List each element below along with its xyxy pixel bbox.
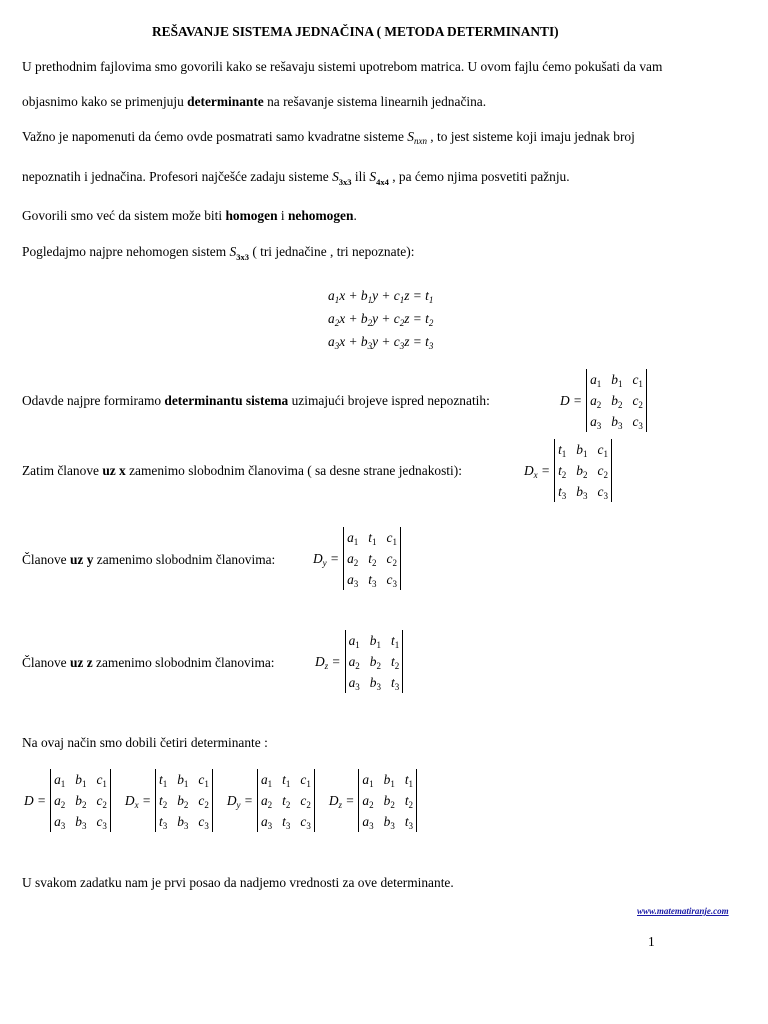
matrix-cell: $b_1$ <box>576 442 588 459</box>
matrix-cell: $a_2$ <box>590 393 602 410</box>
matrix-cell: $c_1$ <box>300 772 311 789</box>
matrix-cell: $c_3$ <box>300 814 311 831</box>
matrix-cell: $t_1$ <box>282 772 291 789</box>
matrix-cell: $a_1$ <box>590 372 602 389</box>
matrix-cell: $c_2$ <box>632 393 643 410</box>
row-dy-label: $D_y$ = <box>226 792 253 810</box>
matrix-cell: $t_3$ <box>558 484 567 501</box>
matrix-cell: $t_3$ <box>404 814 414 831</box>
matrix-cell: $b_3$ <box>383 814 395 831</box>
matrix-cell: $a_3$ <box>362 814 374 831</box>
det-dz-text: Članove uz z zamenimo slobodnim članovima: <box>22 655 275 670</box>
equation-system <box>328 284 433 353</box>
page-title: REŠAVANJE SISTEMA JEDNAČINA ( METODA DETERMINANTI) <box>152 24 559 39</box>
row-d-label: D = <box>24 792 47 808</box>
matrix-cell: $c_2$ <box>300 793 311 810</box>
matrix-cell: $b_1$ <box>75 772 87 789</box>
matrix-cell: $t_2$ <box>404 793 414 810</box>
paragraph-square-line1: Važno je napomenuti da ćemo ovde posmatrati samo kvadratne sisteme $S_{nxn}$ , to jest sisteme koji imaju jednak broj <box>22 129 635 146</box>
matrix-cell: $c_3$ <box>386 572 397 589</box>
paragraph-intro-line1: U prethodnim fajlovima smo govorili kako se rešavaju sistemi upotrebom matrica. U ovom fajlu ćemo pokušati da vam <box>22 59 663 74</box>
det-dx-label: $D_x$ = <box>524 462 551 480</box>
matrix-cell: $b_1$ <box>383 772 395 789</box>
matrix-cell: $t_2$ <box>390 654 400 671</box>
det-dz-label: $D_z$ = <box>315 653 341 671</box>
matrix-cell: $t_3$ <box>158 814 168 831</box>
matrix-cell: $c_3$ <box>597 484 608 501</box>
matrix-cell: $a_1$ <box>348 633 360 650</box>
paragraph-system: Pogledajmo najpre nehomogen sistem $S_{3x3}$ ( tri jednačine , tri nepoznate): <box>22 244 415 262</box>
website-link[interactable]: www.matematiranje.com <box>637 906 729 916</box>
matrix-cell: $a_2$ <box>260 793 273 810</box>
equation-row-3: $a_3x + b_3y + c_3z = t_3$ <box>328 334 434 351</box>
four-determinants-text: Na ovaj način smo dobili četiri determinante : <box>22 735 268 750</box>
matrix-cell: $c_1$ <box>386 530 397 547</box>
matrix-cell: $t_1$ <box>404 772 414 789</box>
matrix-cell: $b_3$ <box>576 484 588 501</box>
matrix-cell: $b_1$ <box>611 372 623 389</box>
matrix-cell: $c_2$ <box>597 463 608 480</box>
matrix-cell: $a_2$ <box>347 551 359 568</box>
matrix-cell: $c_1$ <box>597 442 608 459</box>
det-dz-matrix <box>345 630 404 693</box>
matrix-cell: $a_1$ <box>362 772 374 789</box>
matrix-cell: $c_3$ <box>632 414 643 431</box>
det-dy-matrix <box>343 527 401 590</box>
matrix-cell: $b_2$ <box>177 793 189 810</box>
matrix-cell: $a_2$ <box>348 654 360 671</box>
matrix-cell: $a_1$ <box>260 772 273 789</box>
matrix-cell: $b_3$ <box>611 414 623 431</box>
det-dx-text: Zatim članove uz x zamenimo slobodnim članovima ( sa desne strane jednakosti): <box>22 463 462 478</box>
matrix-cell: $c_1$ <box>198 772 209 789</box>
four-determinants-row <box>24 769 417 832</box>
row-dz-matrix <box>358 769 417 832</box>
equation-row-1: $a_1x + b_1y + c_1z = t_1$ <box>328 288 434 305</box>
det-dy <box>313 527 401 590</box>
matrix-cell: $t_1$ <box>558 442 567 459</box>
matrix-cell: $a_2$ <box>54 793 66 810</box>
det-d <box>560 369 647 432</box>
det-dz <box>315 630 403 693</box>
matrix-cell: $t_1$ <box>368 530 377 547</box>
final-text: U svakom zadatku nam je prvi posao da nadjemo vrednosti za ove determinante. <box>22 875 454 890</box>
matrix-cell: $b_2$ <box>369 654 381 671</box>
matrix-cell: $a_1$ <box>54 772 66 789</box>
matrix-cell: $t_2$ <box>158 793 168 810</box>
matrix-cell: $a_3$ <box>590 414 602 431</box>
matrix-cell: $t_1$ <box>390 633 400 650</box>
matrix-cell: $c_1$ <box>632 372 643 389</box>
matrix-cell: $a_3$ <box>348 675 360 692</box>
row-dx-matrix <box>155 769 213 832</box>
matrix-cell: $c_2$ <box>198 793 209 810</box>
det-dy-text: Članove uz y zamenimo slobodnim članovima: <box>22 552 276 567</box>
matrix-cell: $t_1$ <box>158 772 168 789</box>
matrix-cell: $t_3$ <box>282 814 291 831</box>
matrix-cell: $b_2$ <box>611 393 623 410</box>
matrix-cell: $t_3$ <box>390 675 400 692</box>
matrix-cell: $a_3$ <box>54 814 66 831</box>
matrix-cell: $c_3$ <box>198 814 209 831</box>
matrix-cell: $a_3$ <box>260 814 273 831</box>
matrix-cell: $b_1$ <box>369 633 381 650</box>
row-d-matrix <box>50 769 111 832</box>
det-d-label: D = <box>560 392 583 408</box>
det-dx-matrix <box>554 439 612 502</box>
matrix-cell: $c_2$ <box>96 793 107 810</box>
matrix-cell: $a_2$ <box>362 793 374 810</box>
det-dy-label: $D_y$ = <box>313 550 340 568</box>
matrix-cell: $b_2$ <box>75 793 87 810</box>
matrix-cell: $c_2$ <box>386 551 397 568</box>
matrix-cell: $t_3$ <box>368 572 377 589</box>
matrix-cell: $b_2$ <box>383 793 395 810</box>
paragraph-intro-line2: objasnimo kako se primenjuju determinante na rešavanje sistema linearnih jednačina. <box>22 94 487 109</box>
matrix-cell: $c_3$ <box>96 814 107 831</box>
paragraph-square-line2: nepoznatih i jednačina. Profesori najčešće zadaju sisteme $S_{3x3}$ ili $S_{4x4}$ , pa ćemo njima posvetiti pažnju. <box>22 169 570 187</box>
matrix-cell: $c_1$ <box>96 772 107 789</box>
det-d-matrix <box>586 369 647 432</box>
matrix-cell: $b_3$ <box>177 814 189 831</box>
matrix-cell: $b_2$ <box>576 463 588 480</box>
row-dy-matrix <box>257 769 315 832</box>
equation-row-2: $a_2x + b_2y + c_2z = t_2$ <box>328 311 434 328</box>
matrix-cell: $a_1$ <box>347 530 359 547</box>
matrix-cell: $t_2$ <box>368 551 377 568</box>
page-number: 1 <box>648 934 655 949</box>
row-dz-label: $D_z$ = <box>328 792 355 810</box>
row-dx-label: $D_x$ = <box>124 792 151 810</box>
matrix-cell: $a_3$ <box>347 572 359 589</box>
matrix-cell: $t_2$ <box>558 463 567 480</box>
det-d-text: Odavde najpre formiramo determinantu sistema uzimajući brojeve ispred nepoznatih: <box>22 393 490 408</box>
paragraph-homogen: Govorili smo već da sistem može biti homogen i nehomogen. <box>22 208 357 223</box>
matrix-cell: $b_3$ <box>75 814 87 831</box>
matrix-cell: $b_3$ <box>369 675 381 692</box>
det-dx <box>524 439 612 502</box>
matrix-cell: $t_2$ <box>282 793 291 810</box>
matrix-cell: $b_1$ <box>177 772 189 789</box>
